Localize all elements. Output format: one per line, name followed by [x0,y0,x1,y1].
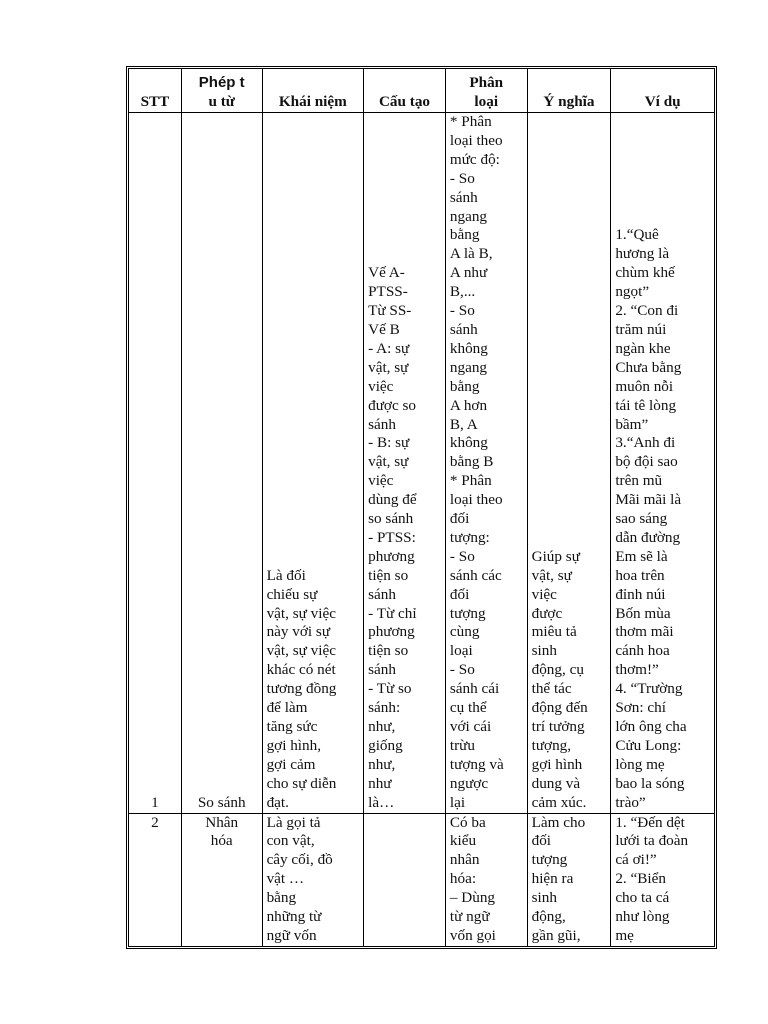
header-stt: STT [129,69,182,113]
cell-y-nghia: Giúp sự vật, sự việc được miêu tả sinh động, cụ thể tác động đến trí tưởng tượng, gợi hình dung và cảm xúc. [528,113,612,814]
cell-khai-niem: Là gọi tả con vật, cây cối, đồ vật … bằng những từ ngữ vốn [263,814,365,946]
cell-stt: 1 [129,113,182,814]
rhetoric-table [128,68,715,947]
header-khai-niem: Khái niệm [263,69,365,113]
header-row [129,69,714,113]
header-phan-loai [446,69,528,113]
cell-cau-tao: Vế A- PTSS- Từ SS- Vế B - A: sự vật, sự việc được so sánh - B: sự vật, sự việc dùng để so sánh - PTSS: phương tiện so sánh - Từ chỉ phương tiện so sánh - Từ so sánh: như, giống như, như là… [364,113,446,814]
cell-khai-niem: Là đối chiếu sự vật, sự việc này với sự vật, sự việc khác có nét tương đồng để làm tăng sức gợi hình, gợi cảm cho sự diễn đạt. [263,113,365,814]
header-phep-tu-tu [182,69,263,113]
header-cau-tao: Cấu tạo [364,69,446,113]
cell-vi-du: 1. “Đến dệt lưới ta đoàn cá ơi!” 2. “Biển cho ta cá như lòng mẹ [615,813,689,944]
cell-phan-loai: Có ba kiểu nhân hóa: – Dùng từ ngữ vốn gọi [446,814,528,946]
cell-cau-tao [364,814,446,946]
cell-stt: 2 [129,814,182,946]
cell-vi-du: 1.“Quê hương là chùm khế ngọt” 2. “Con đi trăm núi ngàn khe Chưa bằng muôn nỗi tái tê lòng bầm” 3.“Anh đi bộ đội sao trên mũ Mãi mãi là sao sáng dẫn đường Em sẽ là hoa trên đỉnh núi Bốn mùa thơm mãi cánh hoa thơm!” 4. “Trường Sơn: chí lớn ông cha Cửu Long: lòng mẹ bao la sóng trào” [611,113,714,814]
cell-phep-tu-tu: Nhân hóa [182,814,263,946]
table-row [129,113,714,814]
cell-y-nghia: Làm cho đối tượng hiện ra sinh động, gần gũi, [528,814,612,946]
header-vi-du: Ví dụ [611,69,714,113]
cell-phep-tu-tu: So sánh [182,113,263,814]
table-row [129,814,714,946]
header-y-nghia: Ý nghĩa [528,69,612,113]
header-phep-part2: u từ [208,93,235,111]
header-phan-loai-text: Phân loại [469,74,504,111]
header-phep-part1: Phép t [198,74,245,92]
cell-phan-loai: * Phân loại theo mức độ: - So sánh ngang bằng A là B, A như B,... - So sánh không ngang bằng A hơn B, A không bằng B * Phân loại theo đối tượng: - So sánh các đối tượng cùng loại - So sánh cái cụ thể với cái trừu tượng và ngược lại [446,113,528,814]
